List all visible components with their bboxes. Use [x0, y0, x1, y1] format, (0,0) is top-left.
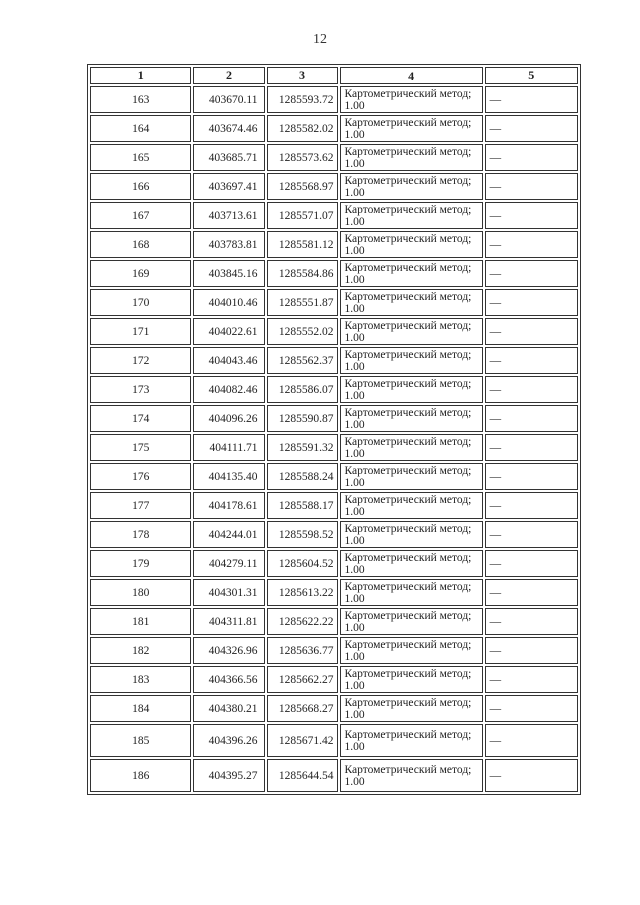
- y-coordinate-cell: 1285562.37: [267, 347, 338, 374]
- method-cell: [340, 260, 483, 287]
- y-coordinate-cell: 1285590.87: [267, 405, 338, 432]
- table-row: [90, 492, 578, 519]
- method-text: Картометрический метод;: [344, 87, 472, 100]
- note-cell: —: [485, 405, 578, 432]
- method-text: Картометрический метод;: [344, 464, 472, 477]
- point-number-cell: 186: [90, 759, 191, 792]
- x-coordinate-cell: 403697.41: [193, 173, 264, 200]
- method-cell: [340, 115, 483, 142]
- note-cell: —: [485, 231, 578, 258]
- method-text: Картометрический метод;: [344, 551, 472, 564]
- table-row: [90, 115, 578, 142]
- method-text: Картометрический метод;: [344, 203, 472, 216]
- note-cell: —: [485, 86, 578, 113]
- point-number-cell: 169: [90, 260, 191, 287]
- method-text: Картометрический метод;: [344, 232, 472, 245]
- method-text: Картометрический метод;: [344, 261, 472, 274]
- y-coordinate-cell: 1285588.24: [267, 463, 338, 490]
- x-coordinate-cell: 403713.61: [193, 202, 264, 229]
- y-coordinate-cell: 1285582.02: [267, 115, 338, 142]
- note-cell: —: [485, 463, 578, 490]
- accuracy-text: 1.00: [344, 215, 365, 228]
- note-cell: —: [485, 144, 578, 171]
- method-text: Картометрический метод;: [344, 763, 472, 776]
- table-row: [90, 759, 578, 792]
- method-cell: [340, 550, 483, 577]
- method-cell: [340, 579, 483, 606]
- accuracy-text: 1.00: [344, 244, 365, 257]
- x-coordinate-cell: 403674.46: [193, 115, 264, 142]
- table-row: [90, 405, 578, 432]
- accuracy-text: 1.00: [344, 740, 365, 753]
- accuracy-text: 1.00: [344, 708, 365, 721]
- y-coordinate-cell: 1285636.77: [267, 637, 338, 664]
- method-text: Картометрический метод;: [344, 406, 472, 419]
- method-text: Картометрический метод;: [344, 696, 472, 709]
- x-coordinate-cell: 404043.46: [193, 347, 264, 374]
- point-number-cell: 170: [90, 289, 191, 316]
- x-coordinate-cell: 404396.26: [193, 724, 264, 757]
- point-number-cell: 167: [90, 202, 191, 229]
- y-coordinate-cell: 1285581.12: [267, 231, 338, 258]
- point-number-cell: 180: [90, 579, 191, 606]
- x-coordinate-cell: 403685.71: [193, 144, 264, 171]
- note-cell: —: [485, 579, 578, 606]
- point-number-cell: 176: [90, 463, 191, 490]
- table-row: [90, 637, 578, 664]
- x-coordinate-cell: 404022.61: [193, 318, 264, 345]
- method-cell: [340, 759, 483, 792]
- accuracy-text: 1.00: [344, 186, 365, 199]
- column-header-5: 5: [485, 67, 578, 84]
- note-cell: —: [485, 289, 578, 316]
- accuracy-text: 1.00: [344, 592, 365, 605]
- accuracy-text: 1.00: [344, 505, 365, 518]
- method-text: Картометрический метод;: [344, 493, 472, 506]
- point-number-cell: 179: [90, 550, 191, 577]
- table-row: [90, 231, 578, 258]
- accuracy-text: 1.00: [344, 621, 365, 634]
- page-number: 12: [313, 32, 327, 47]
- table-row: [90, 144, 578, 171]
- point-number-cell: 172: [90, 347, 191, 374]
- note-cell: —: [485, 260, 578, 287]
- y-coordinate-cell: 1285662.27: [267, 666, 338, 693]
- method-cell: [340, 608, 483, 635]
- method-text: Картометрический метод;: [344, 667, 472, 680]
- table-row: [90, 550, 578, 577]
- accuracy-text: 1.00: [344, 534, 365, 547]
- accuracy-text: 1.00: [344, 650, 365, 663]
- note-cell: —: [485, 115, 578, 142]
- y-coordinate-cell: 1285552.02: [267, 318, 338, 345]
- y-coordinate-cell: 1285671.42: [267, 724, 338, 757]
- point-number-cell: 173: [90, 376, 191, 403]
- x-coordinate-cell: 404366.56: [193, 666, 264, 693]
- accuracy-text: 1.00: [344, 563, 365, 576]
- method-cell: [340, 637, 483, 664]
- note-cell: —: [485, 759, 578, 792]
- method-cell: [340, 463, 483, 490]
- method-text: Картометрический метод;: [344, 348, 472, 361]
- y-coordinate-cell: 1285551.87: [267, 289, 338, 316]
- accuracy-text: 1.00: [344, 418, 365, 431]
- note-cell: —: [485, 724, 578, 757]
- method-cell: [340, 405, 483, 432]
- method-text: Картометрический метод;: [344, 145, 472, 158]
- x-coordinate-cell: 404010.46: [193, 289, 264, 316]
- x-coordinate-cell: 404380.21: [193, 695, 264, 722]
- method-cell: [340, 666, 483, 693]
- x-coordinate-cell: 404395.27: [193, 759, 264, 792]
- table-row: [90, 318, 578, 345]
- table-row: [90, 289, 578, 316]
- table-row: [90, 724, 578, 757]
- point-number-cell: 163: [90, 86, 191, 113]
- table-header-row: [90, 67, 578, 84]
- note-cell: —: [485, 608, 578, 635]
- accuracy-text: 1.00: [344, 360, 365, 373]
- x-coordinate-cell: 404111.71: [193, 434, 264, 461]
- note-cell: —: [485, 202, 578, 229]
- method-cell: [340, 173, 483, 200]
- y-coordinate-cell: 1285593.72: [267, 86, 338, 113]
- accuracy-text: 1.00: [344, 447, 365, 460]
- method-cell: [340, 521, 483, 548]
- accuracy-text: 1.00: [344, 389, 365, 402]
- point-number-cell: 185: [90, 724, 191, 757]
- point-number-cell: 177: [90, 492, 191, 519]
- note-cell: —: [485, 376, 578, 403]
- point-number-cell: 165: [90, 144, 191, 171]
- point-number-cell: 168: [90, 231, 191, 258]
- point-number-cell: 182: [90, 637, 191, 664]
- method-text: Картометрический метод;: [344, 290, 472, 303]
- method-cell: [340, 376, 483, 403]
- method-text: Картометрический метод;: [344, 174, 472, 187]
- y-coordinate-cell: 1285588.17: [267, 492, 338, 519]
- accuracy-text: 1.00: [344, 679, 365, 692]
- column-header-2: 2: [193, 67, 264, 84]
- coordinates-table: [87, 64, 581, 795]
- accuracy-text: 1.00: [344, 775, 365, 788]
- x-coordinate-cell: 404244.01: [193, 521, 264, 548]
- note-cell: —: [485, 434, 578, 461]
- y-coordinate-cell: 1285622.22: [267, 608, 338, 635]
- method-text: Картометрический метод;: [344, 377, 472, 390]
- x-coordinate-cell: 404279.11: [193, 550, 264, 577]
- y-coordinate-cell: 1285668.27: [267, 695, 338, 722]
- point-number-cell: 175: [90, 434, 191, 461]
- accuracy-text: 1.00: [344, 273, 365, 286]
- y-coordinate-cell: 1285644.54: [267, 759, 338, 792]
- table-row: [90, 202, 578, 229]
- note-cell: —: [485, 318, 578, 345]
- table-row: [90, 434, 578, 461]
- method-cell: [340, 86, 483, 113]
- method-cell: [340, 347, 483, 374]
- method-cell: [340, 695, 483, 722]
- x-coordinate-cell: 404326.96: [193, 637, 264, 664]
- y-coordinate-cell: 1285604.52: [267, 550, 338, 577]
- x-coordinate-cell: 403670.11: [193, 86, 264, 113]
- x-coordinate-cell: 404135.40: [193, 463, 264, 490]
- x-coordinate-cell: 404301.31: [193, 579, 264, 606]
- point-number-cell: 178: [90, 521, 191, 548]
- point-number-cell: 171: [90, 318, 191, 345]
- y-coordinate-cell: 1285598.52: [267, 521, 338, 548]
- method-cell: [340, 289, 483, 316]
- y-coordinate-cell: 1285584.86: [267, 260, 338, 287]
- point-number-cell: 174: [90, 405, 191, 432]
- method-text: Картометрический метод;: [344, 580, 472, 593]
- method-cell: [340, 202, 483, 229]
- note-cell: —: [485, 521, 578, 548]
- note-cell: —: [485, 492, 578, 519]
- accuracy-text: 1.00: [344, 128, 365, 141]
- y-coordinate-cell: 1285591.32: [267, 434, 338, 461]
- method-cell: [340, 492, 483, 519]
- note-cell: —: [485, 173, 578, 200]
- method-text: Картометрический метод;: [344, 435, 472, 448]
- table-row: [90, 260, 578, 287]
- column-header-4: 4: [340, 67, 483, 84]
- y-coordinate-cell: 1285586.07: [267, 376, 338, 403]
- method-text: Картометрический метод;: [344, 116, 472, 129]
- table-row: [90, 579, 578, 606]
- method-text: Картометрический метод;: [344, 728, 472, 741]
- table-body: [90, 86, 578, 792]
- y-coordinate-cell: 1285571.07: [267, 202, 338, 229]
- note-cell: —: [485, 666, 578, 693]
- accuracy-text: 1.00: [344, 99, 365, 112]
- method-cell: [340, 318, 483, 345]
- y-coordinate-cell: 1285573.62: [267, 144, 338, 171]
- method-text: Картометрический метод;: [344, 638, 472, 651]
- x-coordinate-cell: 404096.26: [193, 405, 264, 432]
- table-row: [90, 173, 578, 200]
- accuracy-text: 1.00: [344, 157, 365, 170]
- table-row: [90, 695, 578, 722]
- note-cell: —: [485, 347, 578, 374]
- note-cell: —: [485, 637, 578, 664]
- table-row: [90, 666, 578, 693]
- x-coordinate-cell: 403783.81: [193, 231, 264, 258]
- column-header-1: 1: [90, 67, 191, 84]
- method-text: Картометрический метод;: [344, 609, 472, 622]
- table-row: [90, 347, 578, 374]
- note-cell: —: [485, 550, 578, 577]
- table-row: [90, 608, 578, 635]
- accuracy-text: 1.00: [344, 302, 365, 315]
- point-number-cell: 166: [90, 173, 191, 200]
- method-cell: [340, 144, 483, 171]
- table-row: [90, 463, 578, 490]
- table-row: [90, 86, 578, 113]
- table-row: [90, 521, 578, 548]
- accuracy-text: 1.00: [344, 331, 365, 344]
- column-header-3: 3: [267, 67, 338, 84]
- y-coordinate-cell: 1285568.97: [267, 173, 338, 200]
- point-number-cell: 183: [90, 666, 191, 693]
- method-cell: [340, 231, 483, 258]
- method-cell: [340, 724, 483, 757]
- table-row: [90, 376, 578, 403]
- accuracy-text: 1.00: [344, 476, 365, 489]
- point-number-cell: 164: [90, 115, 191, 142]
- x-coordinate-cell: 404082.46: [193, 376, 264, 403]
- x-coordinate-cell: 403845.16: [193, 260, 264, 287]
- x-coordinate-cell: 404178.61: [193, 492, 264, 519]
- note-cell: —: [485, 695, 578, 722]
- point-number-cell: 181: [90, 608, 191, 635]
- x-coordinate-cell: 404311.81: [193, 608, 264, 635]
- point-number-cell: 184: [90, 695, 191, 722]
- method-text: Картометрический метод;: [344, 522, 472, 535]
- y-coordinate-cell: 1285613.22: [267, 579, 338, 606]
- method-text: Картометрический метод;: [344, 319, 472, 332]
- method-cell: [340, 434, 483, 461]
